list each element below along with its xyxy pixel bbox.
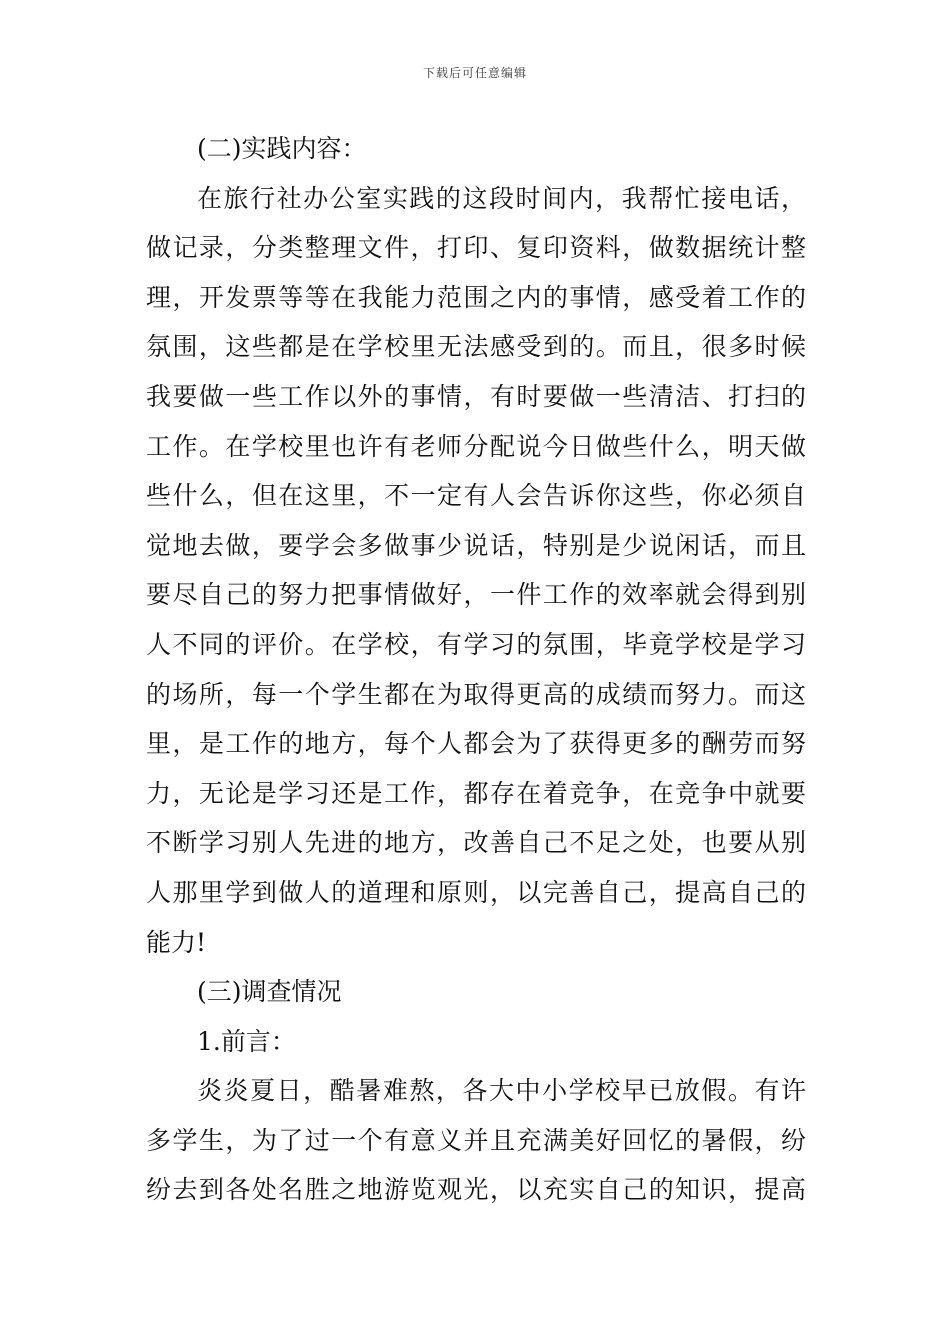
text-line: 工作。在学校里也许有老师分配说今日做些什么，明天做 (146, 431, 806, 461)
text-line: 里，是工作的地方，每个人都会为了获得更多的酬劳而努 (146, 729, 806, 759)
text-line: 我要做一些工作以外的事情，有时要做一些清洁、打扫的 (146, 381, 806, 411)
text-line: 要尽自己的努力把事情做好，一件工作的效率就会得到别 (146, 580, 806, 610)
text-line: 不断学习别人先进的地方，改善自己不足之处，也要从别 (146, 828, 806, 858)
text-line: 的场所，每一个学生都在为取得更高的成绩而努力。而这 (146, 679, 806, 709)
text-line: 1.前言： (197, 1026, 296, 1056)
text-line: 多学生，为了过一个有意义并且充满美好回忆的暑假，纷 (146, 1125, 806, 1155)
document-body (146, 124, 806, 1215)
text-line: 些什么，但在这里，不一定有人会告诉你这些，你必须自 (146, 481, 806, 511)
text-line: 理，开发票等等在我能力范围之内的事情，感受着工作的 (146, 282, 806, 312)
text-line: 炎炎夏日，酷暑难熬，各大中小学校早已放假。有许 (197, 1076, 806, 1106)
text-line: 人不同的评价。在学校，有学习的氛围，毕竟学校是学习 (146, 629, 806, 659)
page-header: 下载后可任意编辑 (422, 66, 527, 80)
text-line: 人那里学到做人的道理和原则，以完善自己，提高自己的 (146, 877, 806, 907)
text-line: 力，无论是学习还是工作，都存在着竞争，在竞争中就要 (146, 778, 806, 808)
text-line: 氛围，这些都是在学校里无法感受到的。而且，很多时候 (146, 332, 806, 362)
text-line: 在旅行社办公室实践的这段时间内，我帮忙接电话， (197, 183, 806, 213)
text-line: 做记录，分类整理文件，打印、复印资料，做数据统计整 (146, 233, 806, 263)
text-line: 纷去到各处名胜之地游览观光，以充实自己的知识，提高 (146, 1175, 806, 1205)
text-line: 能力! (146, 927, 207, 957)
text-line: 觉地去做，要学会多做事少说话，特别是少说闲话，而且 (146, 530, 806, 560)
text-line: (三)调查情况 (197, 977, 342, 1007)
text-line: (二)实践内容： (197, 134, 367, 163)
